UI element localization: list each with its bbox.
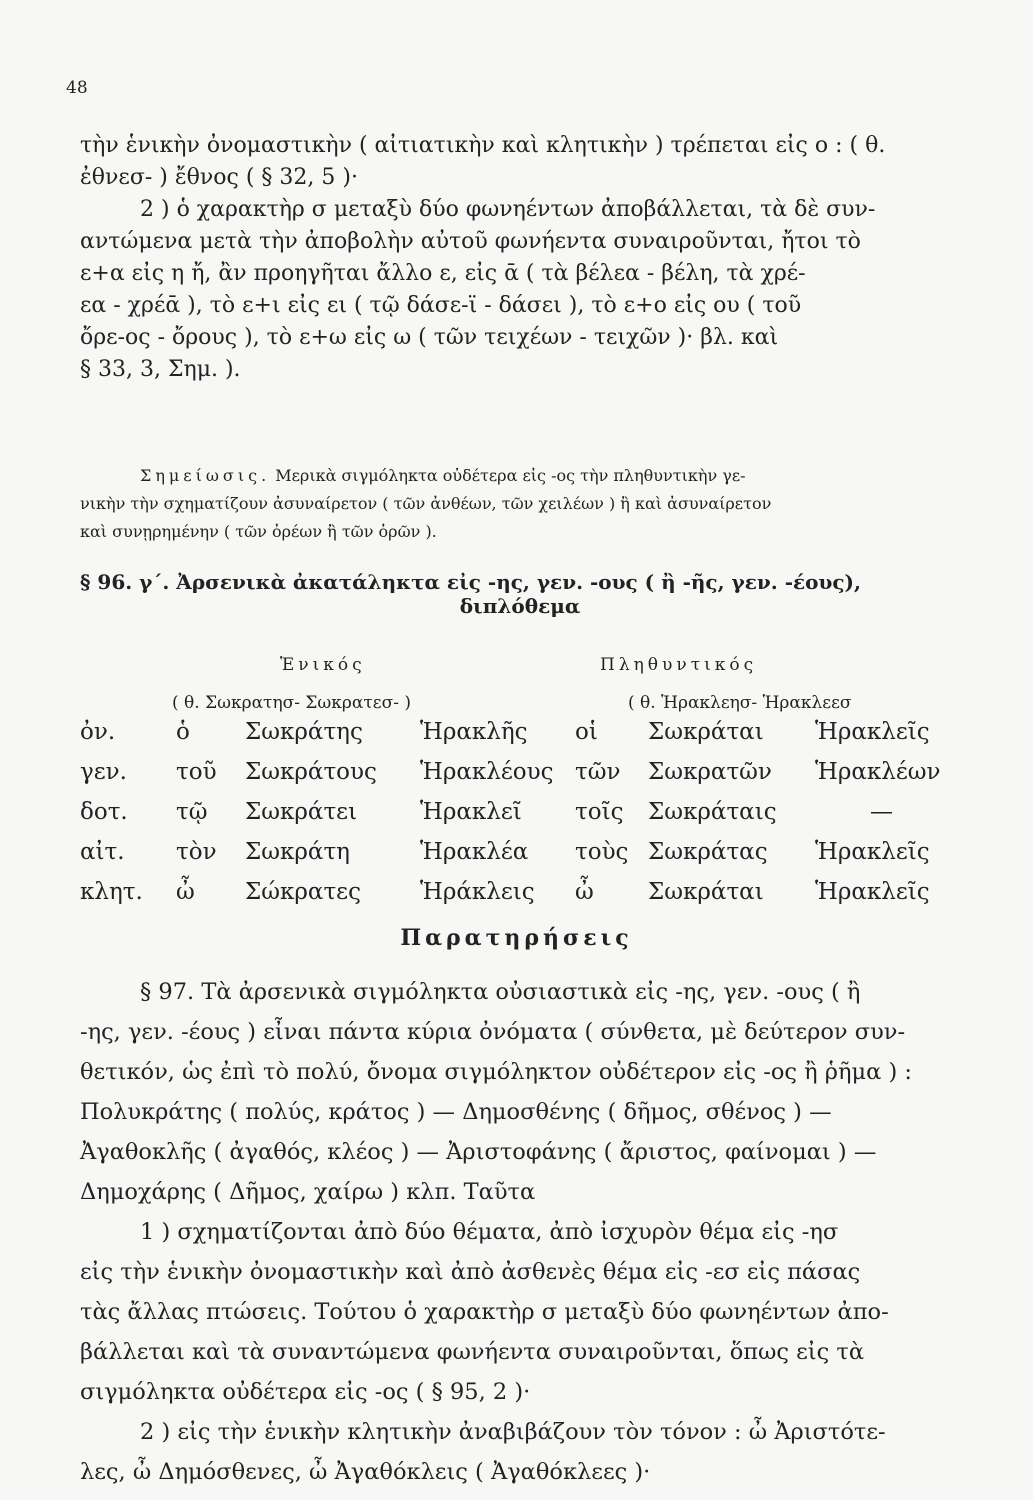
text-line: ὄρε-ος - ὄρους ), τὸ ε+ω εἰς ω ( τῶν τειχέων - τειχῶν )· βλ. καὶ [80, 325, 779, 350]
case-label: αἰτ. [80, 839, 125, 865]
table-row [80, 799, 960, 839]
table-row [80, 839, 960, 879]
section-96-title: § 96. γ΄. Ἀρσενικὰ ἀκατάληκτα εἰς -ης, γεν. -ους ( ἢ -ῆς, γεν. -έους), [80, 570, 861, 594]
article-singular: τῷ [176, 799, 208, 825]
sokrates-plural: Σωκράτας [648, 839, 768, 865]
paragraph-1 [80, 130, 960, 386]
case-label: κλητ. [80, 879, 143, 905]
sokrates-singular: Σωκράτους [245, 759, 377, 785]
text-line: τὰς ἄλλας πτώσεις. Τούτου ὁ χαρακτὴρ σ μεταξὺ δύο φωνηέντων ἀπο- [80, 1299, 889, 1325]
herakles-singular: Ἡρακλεῖ [420, 799, 522, 825]
sokrates-plural: Σωκρατῶν [648, 759, 772, 785]
note-text: Μερικὰ σιγμόληκτα οὐδέτερα εἰς -ος τὴν πληθυντικὴν γε- [275, 466, 746, 485]
note-label: Σημείωσις. [140, 466, 271, 485]
text-line: 2 ) ὁ χαρακτὴρ σ μεταξὺ δύο φωνηέντων ἀποβάλλεται, τὰ δὲ συν- [140, 197, 876, 222]
article-plural: οἱ [575, 719, 598, 745]
text-line: 2 ) εἰς τὴν ἑνικὴν κλητικὴν ἀναβιβάζουν τὸν τόνον : ὦ Ἀριστότε- [140, 1419, 886, 1445]
note-line: καὶ συνῃρημένην ( τῶν ὀρέων ἢ τῶν ὀρῶν ). [80, 522, 437, 541]
text-line: τὴν ἑνικὴν ὀνομαστικὴν ( αἰτιατικὴν καὶ κλητικὴν ) τρέπεται εἰς ο : ( θ. [80, 133, 886, 158]
article-plural: ὦ [575, 879, 594, 905]
text-line: εα - χρέᾱ ), τὸ ε+ι εἰς ει ( τῷ δάσε-ϊ - δάσει ), τὸ ε+ο εἰς ου ( τοῦ [80, 293, 802, 318]
section-96-subtitle: διπλόθεμα [459, 594, 581, 618]
section-96-heading [80, 570, 960, 618]
sokrates-singular: Σωκράτη [245, 839, 350, 865]
herakles-plural: — [870, 799, 893, 825]
page-number: 48 [66, 78, 88, 98]
herakles-singular: Ἡρακλῆς [420, 719, 528, 745]
text-line: ἐθνεσ- ) ἔθνος ( § 32, 5 )· [80, 165, 358, 190]
text-line: § 97. Τὰ ἀρσενικὰ σιγμόληκτα οὐσιαστικὰ εἰς -ης, γεν. -ους ( ἢ [140, 979, 861, 1005]
table-row [80, 719, 960, 759]
note-line: νικὴν τὴν σχηματίζουν ἀσυναίρετον ( τῶν ἀνθέων, τῶν χειλέων ) ἢ καὶ ἀσυναίρετον [80, 494, 772, 513]
herakles-plural: Ἡρακλεῖς [815, 879, 930, 905]
herakles-singular: Ἡρακλέους [420, 759, 554, 785]
text-line: σιγμόληκτα οὐδέτερα εἰς -ος ( § 95, 2 )· [80, 1379, 531, 1405]
table-row [80, 759, 960, 799]
note-block [80, 462, 960, 546]
sokrates-singular: Σώκρατες [245, 879, 361, 905]
sokrates-plural: Σωκράταις [648, 799, 777, 825]
sokrates-plural: Σωκράται [648, 719, 764, 745]
case-label: γεν. [80, 759, 127, 785]
sokrates-singular: Σωκράτει [245, 799, 358, 825]
plural-stems: ( θ. Ἡρακλεησ- Ἡρακλεεσ [628, 693, 852, 713]
text-line: Δημοχάρης ( Δῆμος, χαίρω ) κλπ. Ταῦτα [80, 1179, 536, 1205]
case-label: δοτ. [80, 799, 128, 825]
note-line [80, 462, 960, 490]
observations-heading: Παρατηρήσεις [400, 925, 633, 951]
text-line: θετικόν, ὡς ἐπὶ τὸ πολύ, ὄνομα σιγμόληκτον οὐδέτερον εἰς -ος ἢ ῥῆμα ) : [80, 1059, 912, 1085]
text-line: Ἀγαθοκλῆς ( ἀγαθός, κλέος ) — Ἀριστοφάνης ( ἄριστος, φαίνομαι ) — [80, 1139, 877, 1165]
case-label: ὀν. [80, 719, 116, 745]
article-singular: τὸν [176, 839, 217, 865]
herakles-singular: Ἡράκλεις [420, 879, 535, 905]
herakles-singular: Ἡρακλέα [420, 839, 529, 865]
section-97 [80, 972, 960, 1492]
article-plural: τῶν [575, 759, 621, 785]
table-row [80, 879, 960, 919]
text-line: Πολυκράτης ( πολύς, κράτος ) — Δημοσθένης ( δῆμος, σθένος ) — [80, 1099, 832, 1125]
singular-stems: ( θ. Σωκρατησ- Σωκρατεσ- ) [172, 693, 411, 713]
article-plural: τοὺς [575, 839, 629, 865]
sokrates-plural: Σωκράται [648, 879, 764, 905]
text-line: εἰς τὴν ἑνικὴν ὀνομαστικὴν καὶ ἀπὸ ἀσθενὲς θέμα εἰς -εσ εἰς πάσας [80, 1259, 861, 1285]
herakles-plural: Ἡρακλέων [815, 759, 941, 785]
text-line: λες, ὦ Δημόσθενες, ὦ Ἀγαθόκλεις ( Ἀγαθόκλεες )· [80, 1459, 651, 1485]
text-line: -ης, γεν. -έους ) εἶναι πάντα κύρια ὀνόματα ( σύνθετα, μὲ δεύτερον συν- [80, 1019, 906, 1045]
text-line: § 33, 3, Σημ. ). [80, 357, 241, 382]
text-line: ε+α εἰς η ἤ, ἂν προηγῆται ἄλλο ε, εἰς ᾱ ( τὰ βέλεα - βέλη, τὰ χρέ- [80, 261, 806, 286]
text-line: βάλλεται καὶ τὰ συναντώμενα φωνήεντα συναιροῦνται, ὅπως εἰς τὰ [80, 1339, 865, 1365]
singular-header: Ἑνικός [280, 655, 366, 675]
herakles-plural: Ἡρακλεῖς [815, 719, 930, 745]
article-plural: τοῖς [575, 799, 624, 825]
article-singular: ὦ [176, 879, 195, 905]
article-singular: τοῦ [176, 759, 217, 785]
text-line: 1 ) σχηματίζονται ἀπὸ δύο θέματα, ἀπὸ ἰσχυρὸν θέμα εἰς -ησ [140, 1219, 839, 1245]
plural-header: Πληθυντικός [600, 655, 758, 675]
sokrates-singular: Σωκράτης [245, 719, 363, 745]
text-line: αντώμενα μετὰ τὴν ἀποβολὴν αὐτοῦ φωνήεντα συναιροῦνται, ἤτοι τὸ [80, 229, 861, 254]
article-singular: ὁ [176, 719, 190, 745]
herakles-plural: Ἡρακλεῖς [815, 839, 930, 865]
